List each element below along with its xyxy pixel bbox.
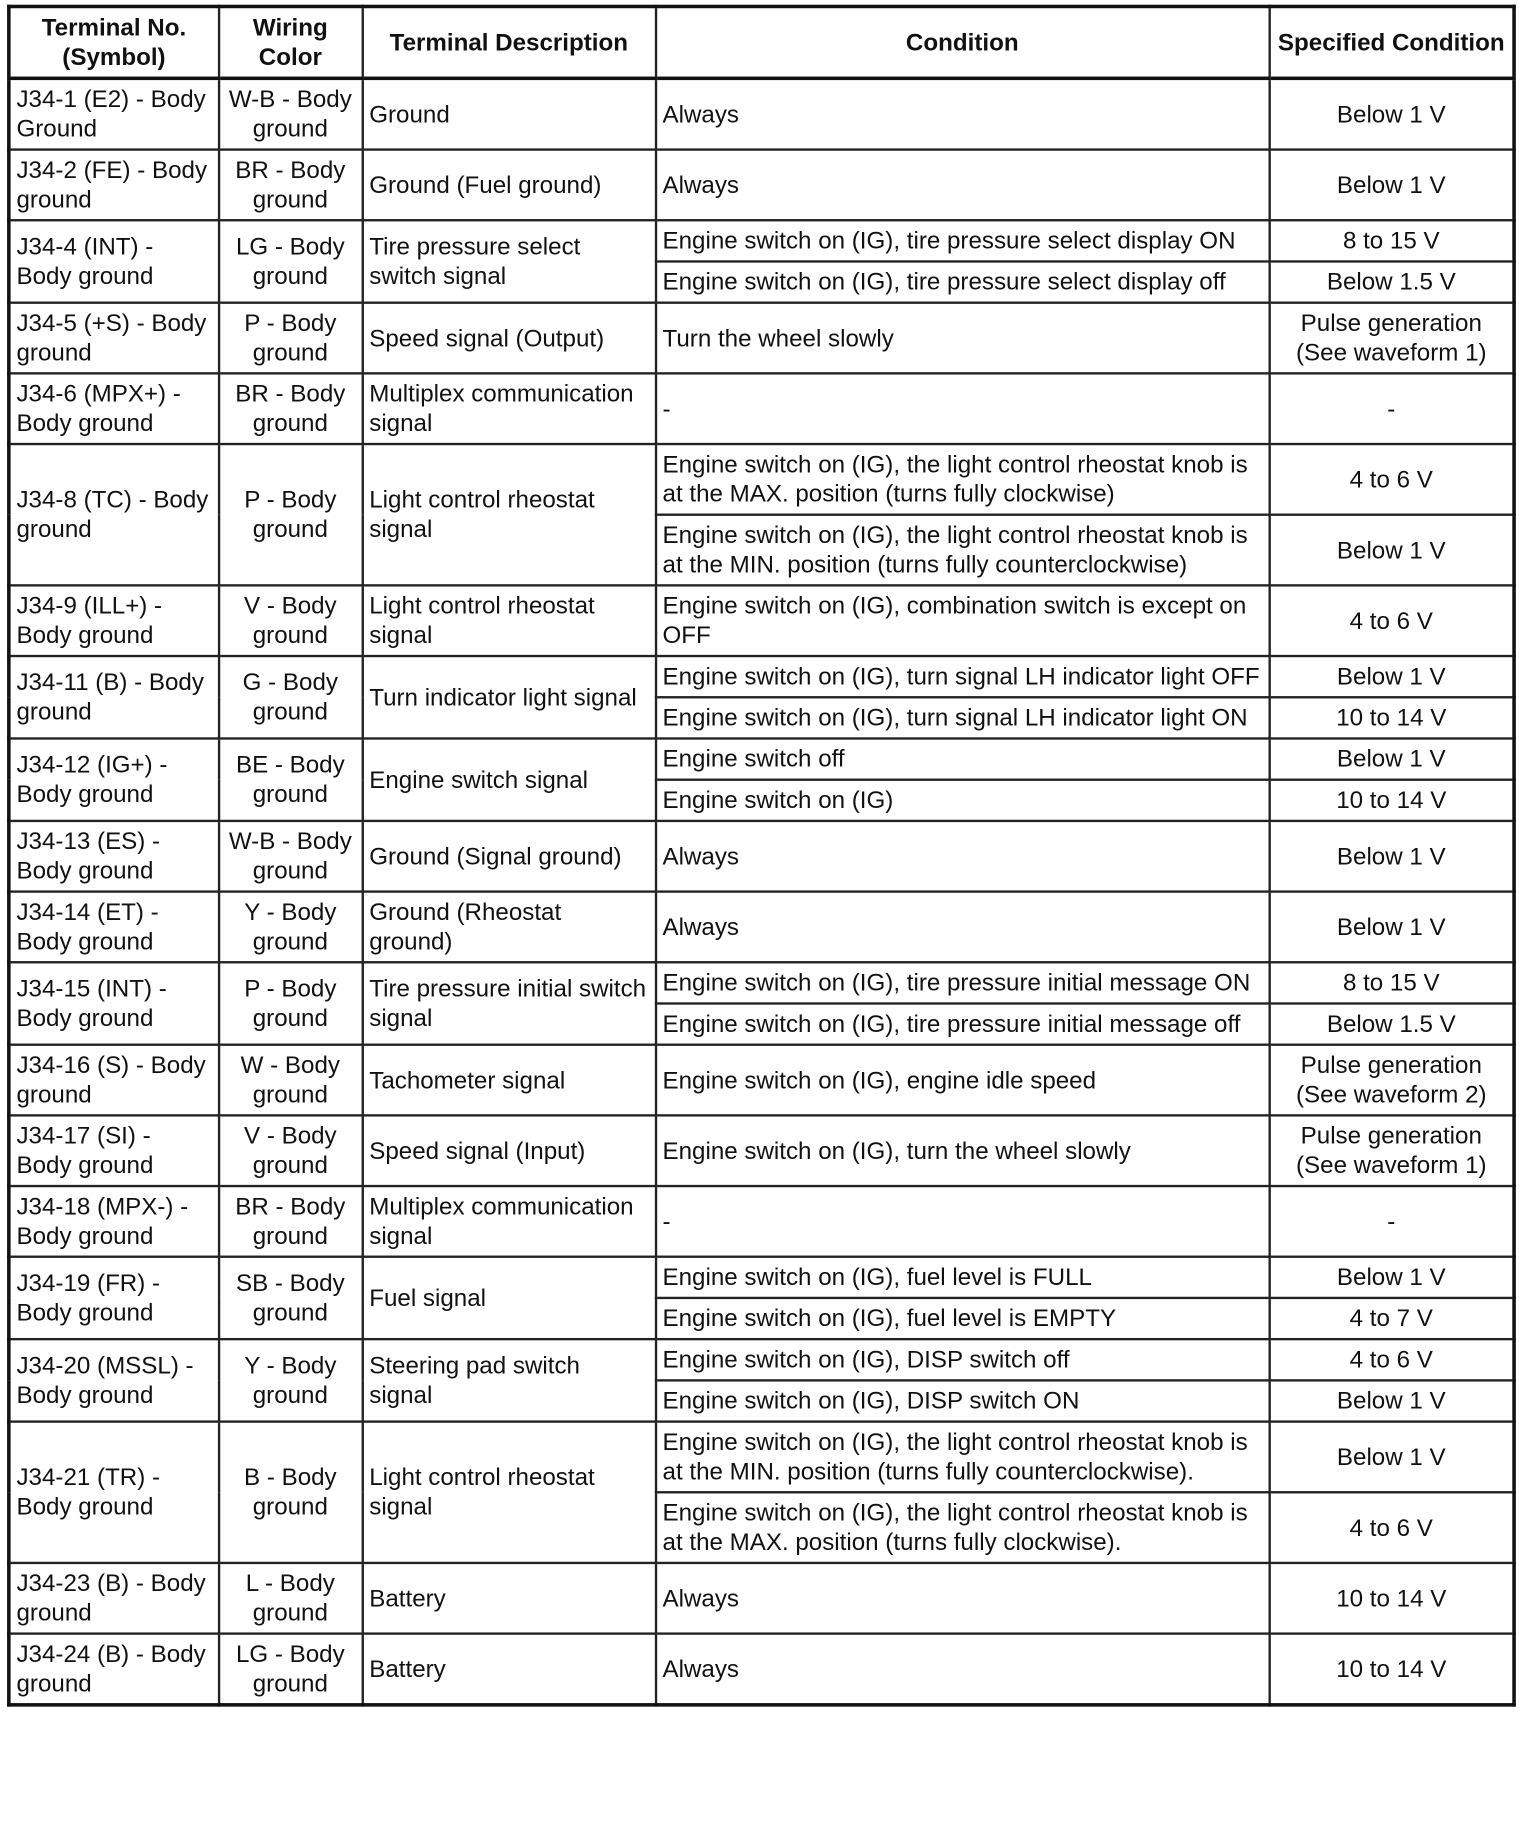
- description-cell: Ground: [362, 78, 655, 149]
- table-row: [9, 150, 1514, 221]
- specified-condition-cell: Below 1 V: [1269, 1422, 1514, 1493]
- wiring-color-cell: V - Body ground: [218, 1115, 362, 1186]
- specified-condition-cell: Below 1 V: [1269, 1257, 1514, 1298]
- condition-cell: Always: [655, 892, 1269, 963]
- terminal-cell: J34-6 (MPX+) - Body ground: [9, 373, 219, 444]
- condition-cell: Engine switch on (IG): [655, 780, 1269, 821]
- specified-condition-cell: 4 to 6 V: [1269, 585, 1514, 656]
- condition-cell: Always: [655, 150, 1269, 221]
- header-row: [9, 6, 1514, 78]
- condition-cell: Engine switch on (IG), DISP switch ON: [655, 1380, 1269, 1421]
- description-cell: Ground (Rheostat ground): [362, 892, 655, 963]
- condition-cell: Engine switch on (IG), tire pressure select display ON: [655, 220, 1269, 261]
- specified-condition-cell: Below 1.5 V: [1269, 1003, 1514, 1044]
- header-condition: Condition: [655, 6, 1269, 78]
- specified-condition-cell: 8 to 15 V: [1269, 220, 1514, 261]
- condition-cell: Engine switch on (IG), tire pressure initial message off: [655, 1003, 1269, 1044]
- table-row: [9, 1186, 1514, 1257]
- condition-cell: Engine switch on (IG), the light control rheostat knob is at the MAX. position (turns fully clockwise): [655, 444, 1269, 515]
- table-row: [9, 738, 1514, 779]
- terminal-cell: J34-15 (INT) - Body ground: [9, 962, 219, 1044]
- condition-cell: Always: [655, 1634, 1269, 1705]
- terminal-cell: J34-8 (TC) - Body ground: [9, 444, 219, 585]
- description-cell: Turn indicator light signal: [362, 656, 655, 738]
- wiring-color-cell: LG - Body ground: [218, 1634, 362, 1705]
- terminal-cell: J34-16 (S) - Body ground: [9, 1045, 219, 1116]
- table-row: [9, 220, 1514, 261]
- condition-cell: Engine switch on (IG), the light control rheostat knob is at the MIN. position (turns fully counterclockwise): [655, 515, 1269, 586]
- condition-cell: Engine switch on (IG), tire pressure select display off: [655, 261, 1269, 302]
- specified-condition-cell: Pulse generation (See waveform 1): [1269, 1115, 1514, 1186]
- wiring-color-cell: LG - Body ground: [218, 220, 362, 302]
- specified-condition-cell: Pulse generation (See waveform 2): [1269, 1045, 1514, 1116]
- condition-cell: Engine switch on (IG), combination switch is except on OFF: [655, 585, 1269, 656]
- wiring-color-cell: W - Body ground: [218, 1045, 362, 1116]
- wiring-color-cell: W-B - Body ground: [218, 821, 362, 892]
- wiring-color-cell: BE - Body ground: [218, 738, 362, 820]
- terminal-cell: J34-9 (ILL+) - Body ground: [9, 585, 219, 656]
- wiring-color-cell: W-B - Body ground: [218, 78, 362, 149]
- specified-condition-cell: 8 to 15 V: [1269, 962, 1514, 1003]
- specified-condition-cell: Below 1 V: [1269, 1380, 1514, 1421]
- wiring-color-cell: P - Body ground: [218, 962, 362, 1044]
- table-row: [9, 585, 1514, 656]
- table-body: [9, 78, 1514, 1705]
- specified-condition-cell: Below 1.5 V: [1269, 261, 1514, 302]
- specified-condition-cell: 4 to 6 V: [1269, 1492, 1514, 1563]
- description-cell: Light control rheostat signal: [362, 444, 655, 585]
- condition-cell: Always: [655, 78, 1269, 149]
- specified-condition-cell: Pulse generation (See waveform 1): [1269, 303, 1514, 374]
- description-cell: Battery: [362, 1634, 655, 1705]
- description-cell: Speed signal (Input): [362, 1115, 655, 1186]
- wiring-color-cell: P - Body ground: [218, 444, 362, 585]
- description-cell: Light control rheostat signal: [362, 585, 655, 656]
- wiring-color-cell: BR - Body ground: [218, 150, 362, 221]
- specified-condition-cell: Below 1 V: [1269, 821, 1514, 892]
- specified-condition-cell: 10 to 14 V: [1269, 780, 1514, 821]
- table-row: [9, 1339, 1514, 1380]
- terminal-cell: J34-12 (IG+) - Body ground: [9, 738, 219, 820]
- wiring-color-cell: BR - Body ground: [218, 373, 362, 444]
- condition-cell: Engine switch off: [655, 738, 1269, 779]
- condition-cell: Engine switch on (IG), turn the wheel slowly: [655, 1115, 1269, 1186]
- description-cell: Tachometer signal: [362, 1045, 655, 1116]
- table-row: [9, 78, 1514, 149]
- terminal-cell: J34-2 (FE) - Body ground: [9, 150, 219, 221]
- table-row: [9, 1115, 1514, 1186]
- condition-cell: Engine switch on (IG), DISP switch off: [655, 1339, 1269, 1380]
- description-cell: Ground (Signal ground): [362, 821, 655, 892]
- specified-condition-cell: Below 1 V: [1269, 78, 1514, 149]
- table-row: [9, 1563, 1514, 1634]
- terminal-table: [7, 5, 1516, 1707]
- wiring-color-cell: L - Body ground: [218, 1563, 362, 1634]
- terminal-cell: J34-1 (E2) - Body Ground: [9, 78, 219, 149]
- specified-condition-cell: 4 to 6 V: [1269, 444, 1514, 515]
- terminal-cell: J34-20 (MSSL) - Body ground: [9, 1339, 219, 1421]
- wiring-color-cell: Y - Body ground: [218, 892, 362, 963]
- table-row: [9, 373, 1514, 444]
- table-row: [9, 1422, 1514, 1493]
- terminal-cell: J34-21 (TR) - Body ground: [9, 1422, 219, 1563]
- condition-cell: Engine switch on (IG), fuel level is FULL: [655, 1257, 1269, 1298]
- condition-cell: -: [655, 373, 1269, 444]
- specified-condition-cell: Below 1 V: [1269, 515, 1514, 586]
- specified-condition-cell: 4 to 7 V: [1269, 1298, 1514, 1339]
- condition-cell: Always: [655, 821, 1269, 892]
- description-cell: Multiplex communication signal: [362, 1186, 655, 1257]
- condition-cell: Engine switch on (IG), fuel level is EMPTY: [655, 1298, 1269, 1339]
- table-row: [9, 821, 1514, 892]
- table-row: [9, 1634, 1514, 1705]
- terminal-cell: J34-24 (B) - Body ground: [9, 1634, 219, 1705]
- description-cell: Fuel signal: [362, 1257, 655, 1339]
- wiring-color-cell: Y - Body ground: [218, 1339, 362, 1421]
- description-cell: Speed signal (Output): [362, 303, 655, 374]
- terminal-cell: J34-4 (INT) - Body ground: [9, 220, 219, 302]
- header-terminal: Terminal No. (Symbol): [9, 6, 219, 78]
- terminal-cell: J34-13 (ES) - Body ground: [9, 821, 219, 892]
- specified-condition-cell: Below 1 V: [1269, 150, 1514, 221]
- terminal-cell: J34-23 (B) - Body ground: [9, 1563, 219, 1634]
- condition-cell: Engine switch on (IG), tire pressure initial message ON: [655, 962, 1269, 1003]
- condition-cell: Engine switch on (IG), the light control rheostat knob is at the MAX. position (turns fully clockwise).: [655, 1492, 1269, 1563]
- condition-cell: -: [655, 1186, 1269, 1257]
- wiring-color-cell: G - Body ground: [218, 656, 362, 738]
- description-cell: Battery: [362, 1563, 655, 1634]
- header-wiring-color: Wiring Color: [218, 6, 362, 78]
- wiring-color-cell: BR - Body ground: [218, 1186, 362, 1257]
- header-terminal-description: Terminal Description: [362, 6, 655, 78]
- table-row: [9, 444, 1514, 515]
- terminal-cell: J34-19 (FR) - Body ground: [9, 1257, 219, 1339]
- description-cell: Engine switch signal: [362, 738, 655, 820]
- wiring-color-cell: SB - Body ground: [218, 1257, 362, 1339]
- condition-cell: Engine switch on (IG), turn signal LH indicator light ON: [655, 697, 1269, 738]
- description-cell: Ground (Fuel ground): [362, 150, 655, 221]
- table-row: [9, 656, 1514, 697]
- specified-condition-cell: 10 to 14 V: [1269, 1563, 1514, 1634]
- specified-condition-cell: Below 1 V: [1269, 738, 1514, 779]
- specified-condition-cell: Below 1 V: [1269, 892, 1514, 963]
- description-cell: Tire pressure select switch signal: [362, 220, 655, 302]
- terminal-cell: J34-11 (B) - Body ground: [9, 656, 219, 738]
- table-row: [9, 1045, 1514, 1116]
- specified-condition-cell: -: [1269, 373, 1514, 444]
- condition-cell: Always: [655, 1563, 1269, 1634]
- table-row: [9, 892, 1514, 963]
- specified-condition-cell: 4 to 6 V: [1269, 1339, 1514, 1380]
- description-cell: Steering pad switch signal: [362, 1339, 655, 1421]
- condition-cell: Turn the wheel slowly: [655, 303, 1269, 374]
- header-specified-condition: Specified Condition: [1269, 6, 1514, 78]
- table-row: [9, 962, 1514, 1003]
- wiring-color-cell: V - Body ground: [218, 585, 362, 656]
- description-cell: Light control rheostat signal: [362, 1422, 655, 1563]
- specified-condition-cell: -: [1269, 1186, 1514, 1257]
- specified-condition-cell: Below 1 V: [1269, 656, 1514, 697]
- terminal-cell: J34-18 (MPX-) - Body ground: [9, 1186, 219, 1257]
- wiring-color-cell: P - Body ground: [218, 303, 362, 374]
- terminal-cell: J34-14 (ET) - Body ground: [9, 892, 219, 963]
- description-cell: Tire pressure initial switch signal: [362, 962, 655, 1044]
- terminal-cell: J34-5 (+S) - Body ground: [9, 303, 219, 374]
- specified-condition-cell: 10 to 14 V: [1269, 1634, 1514, 1705]
- condition-cell: Engine switch on (IG), turn signal LH indicator light OFF: [655, 656, 1269, 697]
- terminal-cell: J34-17 (SI) - Body ground: [9, 1115, 219, 1186]
- description-cell: Multiplex communication signal: [362, 373, 655, 444]
- condition-cell: Engine switch on (IG), engine idle speed: [655, 1045, 1269, 1116]
- table-row: [9, 303, 1514, 374]
- table-row: [9, 1257, 1514, 1298]
- condition-cell: Engine switch on (IG), the light control rheostat knob is at the MIN. position (turns fully counterclockwise).: [655, 1422, 1269, 1493]
- wiring-color-cell: B - Body ground: [218, 1422, 362, 1563]
- specified-condition-cell: 10 to 14 V: [1269, 697, 1514, 738]
